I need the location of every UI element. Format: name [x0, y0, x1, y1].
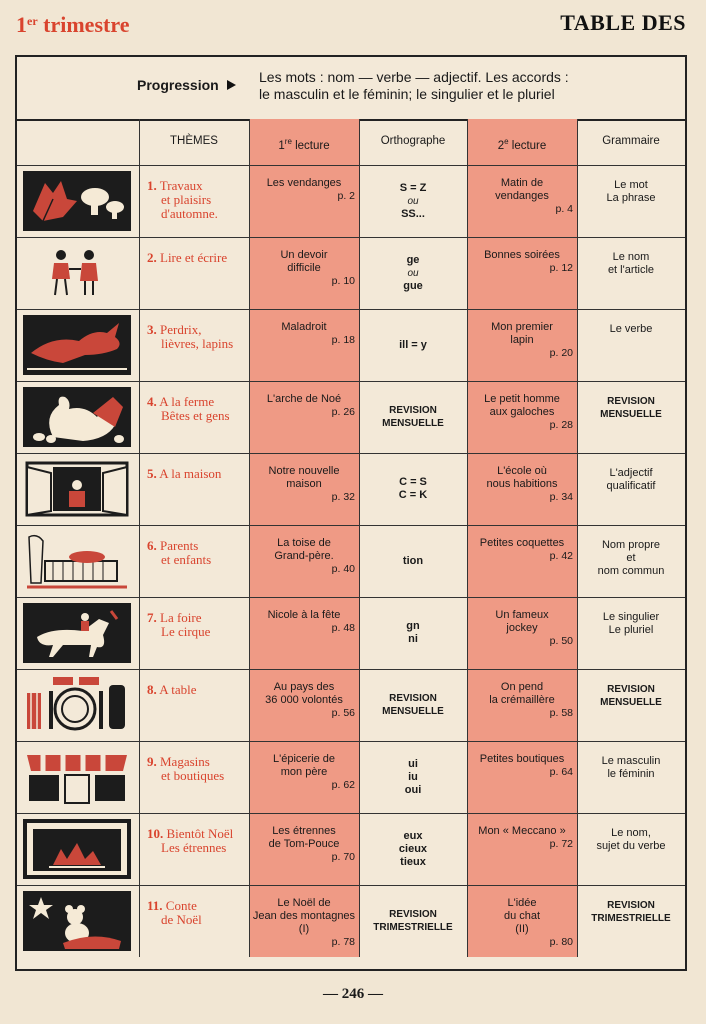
lecture1-title-line: Nicole à la fête — [267, 609, 341, 621]
theme-line — [147, 179, 247, 193]
children-icon — [23, 243, 131, 303]
row-divider — [17, 669, 685, 670]
lecture2-title-line: Petites coquettes — [479, 537, 565, 549]
lecture2-cell — [467, 897, 577, 955]
grammaire-line: REVISION — [607, 684, 655, 695]
column-divider — [139, 119, 140, 957]
lecture2-cell — [467, 321, 577, 379]
orthographe-line: oui — [404, 783, 422, 796]
orthographe-line: eux — [403, 829, 423, 842]
lecture1-title-line: Un devoir — [280, 249, 328, 261]
theme-text: Travaux — [156, 178, 203, 193]
row-divider — [17, 237, 685, 238]
theme-cell — [147, 539, 247, 567]
orthographe-cell — [359, 476, 467, 502]
lecture2-page: p. 28 — [549, 419, 573, 431]
rooster-icon — [23, 387, 131, 447]
theme-line — [147, 539, 247, 553]
grammaire-line: et l'article — [607, 264, 655, 276]
theme-number: 1. — [147, 178, 157, 193]
orthographe-line: iu — [408, 770, 418, 783]
theme-line: et plaisirs — [161, 192, 212, 207]
lecture1-page: p. 40 — [331, 563, 355, 575]
lecture2-title-line: L'école où — [497, 465, 547, 477]
theme-line: Les étrennes — [161, 840, 227, 855]
theme-line — [147, 899, 247, 913]
lecture1-page: p. 62 — [331, 779, 355, 791]
theme-cell — [147, 395, 247, 423]
lecture1-cell — [249, 609, 359, 667]
col-header-lecture2 — [467, 135, 577, 153]
lecture2-title-line: lapin — [510, 334, 534, 346]
lecture1-cell — [249, 321, 359, 379]
col-header-lecture1 — [249, 135, 359, 153]
orthographe-cell — [359, 620, 467, 646]
theme-cell — [147, 467, 247, 481]
lecture2-page: p. 4 — [555, 203, 573, 215]
grammaire-line: Le nom — [612, 251, 650, 263]
theme-line — [147, 251, 247, 265]
lecture1-title-line: mon père — [280, 766, 328, 778]
lecture1-title-line: Le Noël de — [277, 897, 331, 909]
theme-text: A la maison — [156, 466, 222, 481]
grammaire-line: La phrase — [606, 192, 656, 204]
lecture2-page: p. 64 — [549, 766, 573, 778]
lecture1-title-line: Notre nouvelle — [268, 465, 340, 477]
orthographe-line: REVISION — [389, 405, 437, 416]
theme-number: 6. — [147, 538, 157, 553]
grammaire-line: Nom propre — [601, 539, 661, 551]
lecture1-title-line: L'arche de Noé — [266, 393, 342, 405]
lecture2-title-line: Mon premier — [491, 321, 553, 333]
row-divider — [17, 597, 685, 598]
horse-icon — [23, 603, 131, 663]
lecture1-title-line: de Tom-Pouce — [268, 838, 340, 850]
grammaire-cell — [577, 251, 685, 277]
theme-cell — [147, 251, 247, 265]
shop-icon — [23, 747, 131, 807]
lecture2-title-line: Le petit homme — [484, 393, 560, 405]
theme-line — [147, 467, 247, 481]
lecture1-title-line: Au pays des — [273, 681, 335, 693]
row-divider — [17, 453, 685, 454]
theme-cell — [147, 899, 247, 927]
fireplace-icon — [23, 819, 131, 879]
lecture2-cell — [467, 753, 577, 811]
orthographe-line: ill = y — [399, 338, 427, 351]
lecture2-title-line: du chat — [503, 910, 541, 922]
row-divider — [17, 813, 685, 814]
grammaire-line: L'adjectif — [609, 467, 653, 479]
grammaire-cell — [577, 539, 685, 578]
lecture1-title-line: 36 000 volontés — [265, 694, 343, 706]
window-icon — [23, 459, 131, 519]
row-divider — [17, 165, 685, 166]
theme-line: lièvres, lapins — [161, 336, 234, 351]
grammaire-cell — [577, 755, 685, 781]
grammaire-line: le féminin — [607, 768, 655, 780]
orthographe-cell — [359, 758, 467, 797]
grammaire-cell — [577, 683, 685, 709]
lecture1-title-line: Les vendanges — [266, 177, 342, 189]
orthographe-cell — [359, 908, 467, 934]
grammaire-line: Le masculin — [601, 755, 661, 767]
lecture1-title-line: Maladroit — [281, 321, 327, 333]
orthographe-line: MENSUELLE — [382, 706, 444, 717]
col-header-orthographe — [359, 135, 467, 148]
lecture1-title-line: Les étrennes — [272, 825, 336, 837]
lecture2-cell — [467, 825, 577, 883]
lecture2-cell — [467, 465, 577, 523]
grammaire-line: MENSUELLE — [600, 409, 662, 420]
theme-number: 7. — [147, 610, 157, 625]
col-header-grammaire — [577, 135, 685, 148]
theme-number: 5. — [147, 466, 157, 481]
theme-line: d'automne. — [161, 206, 218, 221]
page-number: — 246 — — [323, 986, 383, 1002]
grammaire-line: REVISION — [607, 396, 655, 407]
lecture2-cell — [467, 537, 577, 595]
theme-text: A la ferme — [156, 394, 215, 409]
theme-line: et enfants — [161, 552, 212, 567]
orthographe-line: ni — [408, 633, 418, 645]
theme-text: Perdrix, — [156, 322, 202, 337]
theme-line — [147, 395, 247, 409]
grammaire-line: sujet du verbe — [596, 840, 666, 852]
lecture2-page: p. 72 — [549, 838, 573, 850]
lecture1-title-line: L'épicerie de — [272, 753, 336, 765]
orthographe-line: ou — [407, 267, 419, 279]
lecture2-page: p. 50 — [549, 635, 573, 647]
lecture1-page: p. 48 — [331, 622, 355, 634]
lecture1-cell — [249, 249, 359, 307]
theme-line — [147, 827, 247, 841]
grammaire-line: qualificatif — [606, 480, 656, 492]
lecture2-page: p. 34 — [549, 491, 573, 503]
lecture1-title-line: difficile — [287, 262, 321, 274]
theme-line: Le cirque — [161, 624, 211, 639]
grammaire-line: TRIMESTRIELLE — [591, 913, 671, 924]
grammaire-cell — [577, 899, 685, 925]
theme-number: 9. — [147, 754, 157, 769]
lecture2-page: p. 58 — [549, 707, 573, 719]
theme-cell — [147, 827, 247, 855]
mouse-star-icon — [23, 891, 131, 951]
orthographe-line: ui — [408, 757, 418, 770]
orthographe-line: SS... — [401, 207, 425, 220]
lecture1-cell — [249, 897, 359, 955]
lecture1-title-line: maison — [286, 478, 322, 490]
orthographe-line: REVISION — [389, 693, 437, 704]
lecture2-cell — [467, 609, 577, 667]
lecture2-title-line: jockey — [506, 622, 538, 634]
cradle-icon — [23, 531, 131, 591]
orthographe-cell — [359, 692, 467, 718]
lecture1-cell — [249, 393, 359, 451]
theme-cell — [147, 755, 247, 783]
theme-number: 8. — [147, 682, 157, 697]
orthographe-line: gue — [403, 279, 423, 292]
orthographe-line: C = S — [399, 476, 427, 488]
lecture1-cell — [249, 825, 359, 883]
grammaire-cell — [577, 467, 685, 493]
row-divider — [17, 885, 685, 886]
theme-cell — [147, 683, 247, 697]
arrow-right-icon — [227, 80, 236, 90]
orthographe-line: tion — [402, 554, 424, 567]
lecture1-page: p. 56 — [331, 707, 355, 719]
col-header-themes — [139, 135, 249, 148]
theme-text: Magasins — [156, 754, 210, 769]
theme-number: 2. — [147, 250, 157, 265]
grammaire-cell — [577, 827, 685, 853]
lecture2-cell — [467, 177, 577, 235]
lecture2-title-line: Matin de — [500, 177, 544, 189]
lecture2-title-line: Petites boutiques — [479, 753, 565, 765]
lecture2-title-line: L'idée — [507, 897, 537, 909]
orthographe-line: TRIMESTRIELLE — [373, 922, 453, 933]
lecture1-cell — [249, 537, 359, 595]
lecture2-page: p. 80 — [549, 936, 573, 948]
theme-text: La foire — [156, 610, 202, 625]
lecture1-page: p. 18 — [331, 334, 355, 346]
grammaire-line: Le nom, — [611, 827, 651, 839]
grammaire-cell — [577, 323, 685, 336]
grammaire-line: Le mot — [614, 179, 648, 191]
trimester-heading: 1er trimestre — [16, 12, 130, 37]
lecture1-title-line: (I) — [298, 923, 310, 935]
lecture2-title-line: Mon « Meccano » — [478, 825, 566, 837]
lecture1-page: p. 10 — [331, 275, 355, 287]
orthographe-line: ge — [406, 253, 420, 266]
lecture1-page: p. 78 — [331, 936, 355, 948]
theme-line: de Noël — [161, 912, 202, 927]
theme-text: Conte — [162, 898, 197, 913]
orthographe-cell — [359, 404, 467, 430]
orthographe-line: REVISION — [389, 909, 437, 920]
header-label: THÈMES — [170, 135, 218, 147]
lecture1-title-line: Grand-père. — [274, 550, 334, 562]
orthographe-line: cieux — [398, 842, 428, 855]
hare-icon — [23, 315, 131, 375]
header-label: lecture — [508, 139, 547, 152]
leaf-mushroom-icon — [23, 171, 131, 231]
lecture2-page: p. 42 — [549, 550, 573, 562]
header-number: 1 — [278, 139, 285, 152]
header-superscript: re — [284, 137, 292, 146]
orthographe-line: MENSUELLE — [382, 418, 444, 429]
lecture2-title-line: (II) — [515, 923, 529, 935]
row-divider — [17, 309, 685, 310]
theme-line: Bêtes et gens — [161, 408, 230, 423]
theme-text: Parents — [156, 538, 199, 553]
lecture2-title-line: la crémaillère — [489, 694, 555, 706]
orthographe-cell — [359, 555, 467, 568]
theme-cell — [147, 179, 247, 221]
lecture1-title-line: La toise de — [277, 537, 331, 549]
row-divider — [17, 741, 685, 742]
grammaire-line: Le pluriel — [608, 624, 654, 636]
orthographe-cell — [359, 182, 467, 221]
table-frame — [15, 55, 687, 971]
lecture1-cell — [249, 177, 359, 235]
lecture2-page: p. 20 — [549, 347, 573, 359]
grammaire-cell — [577, 179, 685, 205]
grammaire-cell — [577, 395, 685, 421]
lecture2-title-line: Un fameux — [495, 609, 549, 621]
theme-number: 3. — [147, 322, 157, 337]
grammaire-line: et — [626, 552, 636, 564]
lecture1-page: p. 2 — [337, 190, 355, 202]
theme-line — [147, 323, 247, 337]
grammaire-line: Le singulier — [602, 611, 660, 623]
progression-band — [17, 57, 685, 121]
lecture2-title-line: Bonnes soirées — [484, 249, 560, 261]
row-divider — [17, 525, 685, 526]
header-number: 2 — [497, 139, 505, 152]
theme-line — [147, 611, 247, 625]
row-divider — [17, 381, 685, 382]
lecture2-title-line: nous habitions — [486, 478, 558, 490]
orthographe-cell — [359, 254, 467, 293]
lecture1-page: p. 26 — [331, 406, 355, 418]
lecture1-cell — [249, 681, 359, 739]
orthographe-line: C = K — [398, 489, 428, 501]
orthographe-line: gn — [406, 620, 420, 632]
theme-text: Lire et écrire — [156, 250, 228, 265]
lecture2-title-line: vendanges — [495, 190, 549, 202]
grammaire-cell — [577, 611, 685, 637]
theme-number: 4. — [147, 394, 157, 409]
lecture2-title-line: On pend — [500, 681, 544, 693]
orthographe-line: tieux — [400, 855, 426, 868]
theme-text: A table — [156, 682, 197, 697]
theme-number: 10. — [147, 826, 164, 841]
lecture1-title-line: Jean des montagnes — [252, 910, 356, 922]
orthographe-cell — [359, 830, 467, 869]
grammaire-line: Le verbe — [609, 323, 653, 335]
orthographe-line: S = Z — [399, 181, 427, 194]
progression-text: Les mots : nom — verbe — adjectif. Les accords : le masculin et le féminin; le singulier et le pluriel — [259, 69, 569, 102]
lecture2-cell — [467, 393, 577, 451]
header-superscript: e — [504, 137, 509, 146]
lecture2-cell — [467, 249, 577, 307]
progression-label: Progression — [137, 77, 236, 93]
lecture2-title-line: aux galoches — [489, 406, 555, 418]
grammaire-line: MENSUELLE — [600, 697, 662, 708]
lecture1-page: p. 32 — [331, 491, 355, 503]
header-label: lecture — [291, 139, 330, 152]
theme-number: 11. — [147, 898, 163, 913]
theme-line — [147, 683, 247, 697]
theme-text: Bientôt Noël — [163, 826, 234, 841]
orthographe-cell — [359, 339, 467, 352]
theme-cell — [147, 611, 247, 639]
lecture1-cell — [249, 465, 359, 523]
header-label: Orthographe — [380, 135, 446, 147]
page-title: TABLE DES — [560, 10, 686, 35]
lecture1-cell — [249, 753, 359, 811]
tableware-icon — [23, 675, 131, 735]
theme-line: et boutiques — [161, 768, 225, 783]
lecture2-cell — [467, 681, 577, 739]
header-label: Grammaire — [602, 135, 660, 147]
lecture2-page: p. 12 — [549, 262, 573, 274]
grammaire-line: nom commun — [597, 565, 665, 577]
theme-line — [147, 755, 247, 769]
orthographe-line: ou — [407, 195, 419, 207]
lecture1-page: p. 70 — [331, 851, 355, 863]
theme-cell — [147, 323, 247, 351]
grammaire-line: REVISION — [607, 900, 655, 911]
